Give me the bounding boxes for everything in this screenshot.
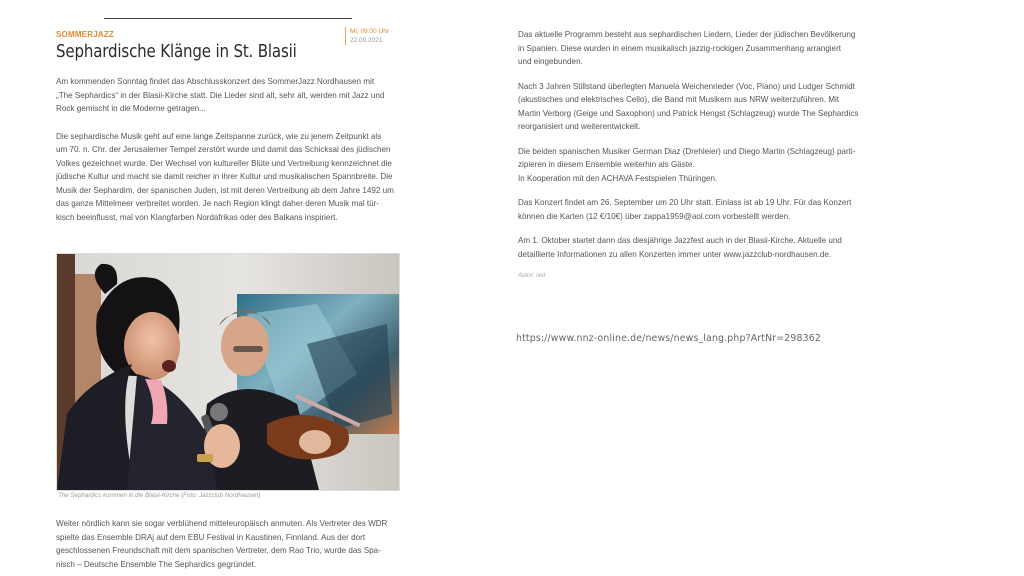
article-right-column: [518, 28, 878, 279]
article-paragraph: [518, 196, 878, 223]
paragraph-line: das ganze Mittelmeer verbreitet worden. Je nach Region klingt daher deren Musik mal tür-: [56, 199, 380, 208]
paragraph-line: Die beiden spanischen Musiker German Diaz (Drehleier) und Diego Martin (Schlagzeug) parti-: [518, 146, 856, 156]
article-photo[interactable]: [56, 253, 400, 491]
paragraph-line: jüdische Kultur und macht sie damit reicher in ihrer Kultur und musikalischen Spannbreite. Die: [56, 172, 393, 181]
article-author: Autor: red: [518, 272, 546, 279]
paragraph-line: spielte das Ensemble DRAj auf dem EBU Festival in Kaustinen, Finnland. Aus der dort: [56, 532, 366, 542]
article-paragraph: [56, 517, 400, 571]
paragraph-line: geschlossenen Freundschaft mit dem spanischen Vertreter, dem Rao Trio, wurde das Spa-: [56, 546, 381, 555]
paragraph-line: können die Karten (12 €/10€) über zappa1959@aol.com vorbestellt werden.: [518, 211, 791, 221]
source-url-link[interactable]: https://www.nnz-online.de/news/news_lang.php?ArtNr=298362: [516, 333, 821, 344]
photo-caption: The Sephardics kommen in die Blasii-Kirche (Foto: Jazzclub Nordhausen): [58, 492, 261, 499]
article-title: Sephardische Klänge in St. Blasii: [56, 42, 297, 62]
article-time: Mi, 09:00 Uhr: [349, 28, 389, 35]
intro-line: „The Sephardics“ in der Blasii-Kirche statt. Die Lieder sind alt, sehr alt, werden mit Jazz und: [56, 90, 385, 100]
paragraph-line: Musik der Sephardim, der spanischen Juden, ist mit deren Vertreibung ab dem Jahre 1492 um: [56, 185, 394, 195]
article-paragraph: [518, 28, 878, 69]
paragraph-line: Das Konzert findet am 26. September um 20 Uhr statt. Einlass ist ab 19 Uhr. Für das Konzert: [518, 198, 852, 207]
article-paragraph: [518, 234, 878, 261]
concert-photo-illustration: [57, 254, 399, 490]
paragraph-line: detaillierte Informationen zu allen Konzerten immer unter www.jazzclub-nordhausen.de.: [518, 249, 832, 259]
paragraph-line: in Spanien. Diese wurden in einem musikalisch jazzig-rockigen Zusammenhang arrangiert: [518, 43, 842, 53]
paragraph-line: zipieren in diesem Ensemble weiterhin als Gäste.: [518, 160, 695, 169]
paragraph-line: (akustisches und elektrisches Cello), die Band mit Musikern aus NRW weiterzuführen. Mit: [518, 95, 840, 104]
paragraph-line: um 70. n. Chr. der Jerusalemer Tempel zerstört wurde und damit das Schicksal des jüdischen: [56, 145, 391, 154]
paragraph-line: In Kooperation mit den ACHAVA Festspielen Thüringen.: [518, 173, 718, 183]
article-kicker: SOMMERJAZZ: [56, 30, 114, 39]
paragraph-line: Martin Verborg (Geige und Saxophon) und Patrick Hengst (Schlagzeug) wurde The Sephardics: [518, 108, 859, 118]
paragraph-line: Die sephardische Musik geht auf eine lange Zeitspanne zurück, wie zu jenem Zeitpunkt als: [56, 131, 382, 141]
article-paragraph: [518, 145, 878, 186]
intro-line: Rock gemischt in die Moderne getragen...: [56, 104, 206, 113]
paragraph-line: Das aktuelle Programm besteht aus sephardischen Liedern, Lieder der jüdischen Bevölkerung: [518, 30, 856, 39]
paragraph-line: reorganisiert und weiterentwickelt.: [518, 122, 641, 131]
paragraph-line: nisch – Deutsche Ensemble The Sephardics gegründet.: [56, 559, 257, 569]
paragraph-line: kisch beeinflusst, mal von Klangfarben Nordafrikas oder des Balkans inspiriert.: [56, 212, 338, 222]
article-paragraph: [56, 130, 400, 225]
header-rule: [104, 18, 352, 19]
paragraph-line: Nach 3 Jahren Stillstand überlegten Manuela Weichenrieder (Voc, Piano) und Ludger Schmidt: [518, 81, 855, 91]
article-intro: [56, 75, 400, 116]
article-date: 22.09.2021: [349, 37, 383, 44]
paragraph-line: und eingebunden.: [518, 57, 583, 66]
article-dateline: [345, 27, 389, 45]
paragraph-line: Volkes gezeichnet wurde. Der Wechsel von kultureller Blüte und Vertreibung kennzeichnet die: [56, 158, 392, 168]
article-paragraph: [518, 80, 878, 134]
article-header: [56, 30, 400, 62]
paragraph-line: Weiter nördlich kann sie sogar verblühend mitteleuropäisch anmuten. Als Vertreter des WDR: [56, 519, 388, 528]
intro-line: Am kommenden Sonntag findet das Abschlusskonzert des SommerJazz Nordhausen mit: [56, 77, 375, 86]
paragraph-line: Am 1. Oktober startet dann das diesjährige Jazzfest auch in der Blasii-Kirche. Aktuelle und: [518, 236, 842, 245]
article-left-column: [56, 30, 400, 224]
